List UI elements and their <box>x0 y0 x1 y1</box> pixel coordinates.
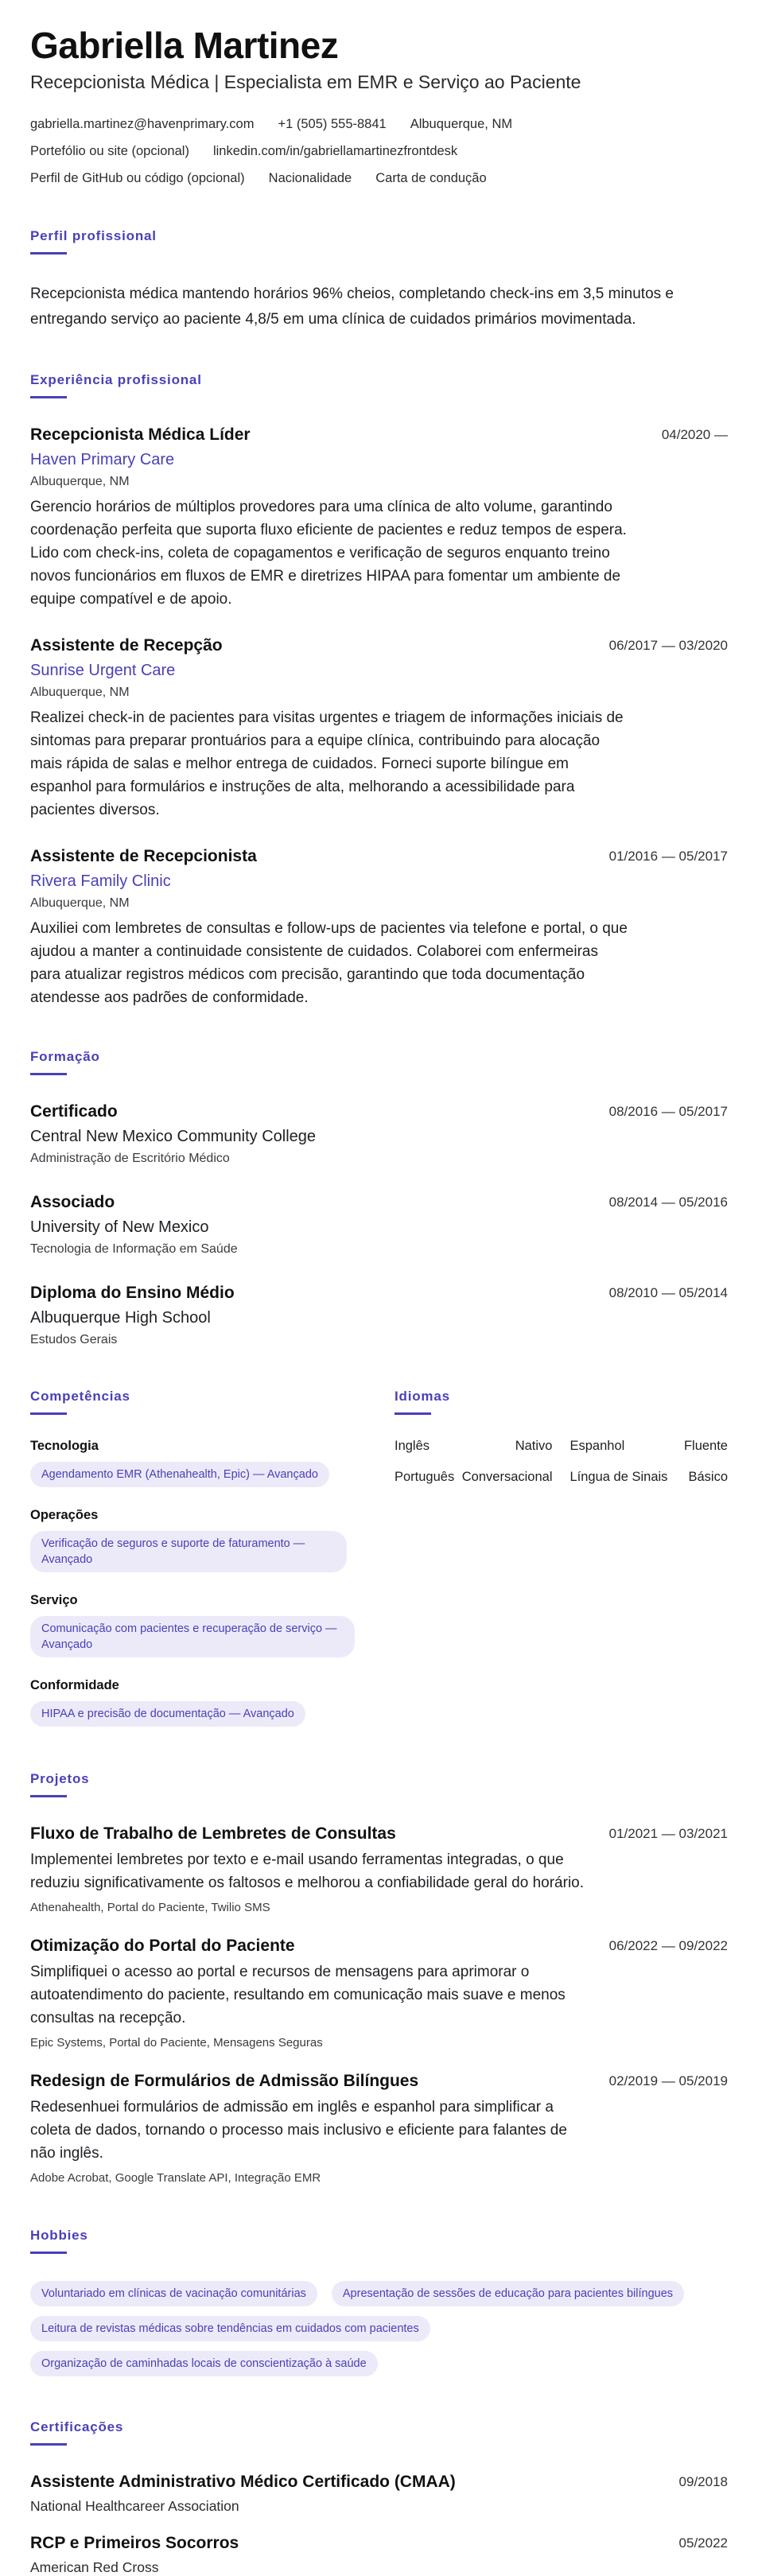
job-description: Realizei check-in de pacientes para visitas urgentes e triagem de informações iniciais de sintomas para preparar prontuários para a equipe clínica, contribuindo para alocação mais rápida de salas e melhor entrega de cuidados. Forneci suporte bilíngue em espanhol para formulários e instruções de alta, melhorando a acessibilidade para pacientes diversos. <box>30 709 624 818</box>
section-divider <box>30 1795 67 1797</box>
hobby-pill: Organização de caminhadas locais de conscientização à saúde <box>30 2351 378 2376</box>
experience-entry <box>30 847 728 1009</box>
project-entry <box>30 1937 728 2050</box>
section-title: Competências <box>30 1389 130 1404</box>
skill-pill: Verificação de seguros e suporte de faturamento — Avançado <box>30 1531 347 1572</box>
hobby-list <box>30 2271 730 2376</box>
job-location: Albuquerque, NM <box>30 686 130 699</box>
job-description: Auxiliei com lembretes de consultas e follow-ups de pacientes via telefone e portal, o que ajudou a manter a continuidade consistente de cuidados. Colaborei com enfermeiras para atualizar registros médicos com precisão, garantindo que toda documentação atendesse aos padrões de conformidade. <box>30 920 628 1006</box>
project-description: Simplifiquei o acesso ao portal e recursos de mensagens para aprimorar o autoatendimento do paciente, resultando em comunicação mais suave e menos consultas na recepção. <box>30 1964 566 2026</box>
project-name: Redesign de Formulários de Admissão Bilíngues <box>30 2072 419 2090</box>
degree-title: Diploma do Ensino Médio <box>30 1284 235 1302</box>
section-title: Projetos <box>30 1771 90 1786</box>
certification-entry <box>30 2473 728 2515</box>
section-title: Perfil profissional <box>30 228 157 243</box>
contact-block <box>30 111 728 192</box>
project-dates: 01/2021 — 03/2021 <box>608 1826 728 1841</box>
location-text: Albuquerque, NM <box>410 116 513 131</box>
contact-row <box>30 165 728 192</box>
certification-entry <box>30 2534 728 2576</box>
project-tech: Athenahealth, Portal do Paciente, Twilio SMS <box>30 1901 270 1914</box>
job-title: Assistente de Recepção <box>30 636 223 655</box>
section-divider <box>30 1412 67 1415</box>
language-name: Língua de Sinais <box>569 1470 668 1484</box>
candidate-name: Gabriella Martinez <box>30 25 339 66</box>
job-title: Recepcionista Médica Líder <box>30 425 251 444</box>
project-description: Implementei lembretes por texto e e-mail usando ferramentas integradas, o que reduziu significativamente os faltosos e melhorou a confiabilidade geral do horário. <box>30 1851 585 1891</box>
license-text: Carta de condução <box>375 170 487 185</box>
school-name: Central New Mexico Community College <box>30 1128 317 1145</box>
company-name: Rivera Family Clinic <box>30 872 171 890</box>
job-location: Albuquerque, NM <box>30 896 130 910</box>
section-title: Certificações <box>30 2419 124 2434</box>
project-dates: 02/2019 — 05/2019 <box>608 2073 728 2088</box>
portfolio-link[interactable]: Portefólio ou site (opcional) <box>30 143 189 158</box>
project-name: Otimização do Portal do Paciente <box>30 1937 295 1955</box>
experience-entry <box>30 636 728 822</box>
summary-text: Recepcionista médica mantendo horários 96% cheios, completando check-ins em 3,5 minutos e entregando serviço ao paciente 4,8/5 em uma clínica de cuidados primários movimentada. <box>30 286 674 328</box>
language-grid <box>395 1439 728 1485</box>
section-title: Formação <box>30 1049 100 1064</box>
field-of-study: Estudos Gerais <box>30 1333 118 1346</box>
skill-pill: Agendamento EMR (Athenahealth, Epic) — Avançado <box>30 1462 329 1487</box>
skill-pill: HIPAA e precisão de documentação — Avançado <box>30 1701 305 1727</box>
company-name: Sunrise Urgent Care <box>30 662 176 679</box>
hobby-pill: Voluntariado em clínicas de vacinação comunitárias <box>30 2281 317 2306</box>
certification-date: 05/2022 <box>678 2535 728 2551</box>
section-title: Idiomas <box>395 1389 450 1404</box>
job-dates: 06/2017 — 03/2020 <box>608 638 728 653</box>
education-dates: 08/2010 — 05/2014 <box>608 1285 728 1300</box>
email-link[interactable]: gabriella.martinez@havenprimary.com <box>30 116 255 131</box>
job-title: Assistente de Recepcionista <box>30 847 257 865</box>
github-link[interactable]: Perfil de GitHub ou código (opcional) <box>30 170 245 185</box>
education-dates: 08/2016 — 05/2017 <box>608 1104 728 1119</box>
education-section <box>30 1049 728 1347</box>
skill-group <box>30 1508 395 1572</box>
language-item <box>395 1439 553 1454</box>
headline: Recepcionista Médica | Especialista em EMR e Serviço ao Paciente <box>30 72 581 92</box>
degree-title: Certificado <box>30 1102 118 1121</box>
contact-row <box>30 111 728 138</box>
skill-group <box>30 1678 395 1727</box>
summary-section <box>30 228 728 332</box>
project-tech: Adobe Acrobat, Google Translate API, Integração EMR <box>30 2171 321 2185</box>
field-of-study: Tecnologia de Informação em Saúde <box>30 1242 238 1256</box>
section-divider <box>30 396 67 398</box>
education-entry <box>30 1193 728 1257</box>
language-item <box>570 1470 729 1485</box>
language-level: Conversacional <box>461 1470 553 1484</box>
certification-date: 09/2018 <box>678 2474 728 2489</box>
education-entry <box>30 1284 728 1347</box>
project-entry <box>30 2072 728 2185</box>
experience-entry <box>30 425 728 611</box>
skill-group <box>30 1593 395 1657</box>
education-dates: 08/2014 — 05/2016 <box>608 1195 728 1210</box>
certification-issuer: American Red Cross <box>30 2559 159 2575</box>
project-tech: Epic Systems, Portal do Paciente, Mensagens Seguras <box>30 2036 323 2050</box>
skills-section <box>30 1389 395 1727</box>
education-entry <box>30 1102 728 1166</box>
certification-name: RCP e Primeiros Socorros <box>30 2534 239 2552</box>
skill-category: Operações <box>30 1508 99 1522</box>
job-location: Albuquerque, NM <box>30 475 130 488</box>
section-divider <box>30 1073 67 1075</box>
degree-title: Associado <box>30 1193 115 1211</box>
company-name: Haven Primary Care <box>30 451 175 468</box>
language-name: Espanhol <box>569 1439 625 1453</box>
section-title: Experiência profissional <box>30 372 202 387</box>
skill-category: Serviço <box>30 1593 78 1607</box>
school-name: University of New Mexico <box>30 1218 209 1236</box>
language-level: Nativo <box>515 1439 553 1453</box>
project-entry <box>30 1824 728 1914</box>
job-dates: 04/2020 — <box>661 427 728 442</box>
job-dates: 01/2016 — 05/2017 <box>608 849 728 864</box>
section-divider <box>395 1412 431 1415</box>
certification-name: Assistente Administrativo Médico Certificado (CMAA) <box>30 2473 456 2491</box>
nationality-text: Nacionalidade <box>268 170 352 185</box>
skills-languages-row <box>30 1389 728 1727</box>
language-item <box>395 1470 553 1485</box>
projects-section <box>30 1771 728 2185</box>
project-dates: 06/2022 — 09/2022 <box>608 1938 728 1953</box>
language-name: Inglês <box>395 1439 430 1453</box>
language-level: Fluente <box>683 1439 728 1453</box>
project-description: Redesenhuei formulários de admissão em inglês e espanhol para simplificar a coleta de dados, tornando o processo mais inclusivo e eficiente para falantes de não inglês. <box>30 2099 567 2162</box>
skill-group <box>30 1439 395 1487</box>
skill-category: Tecnologia <box>30 1439 99 1453</box>
language-name: Português <box>395 1470 455 1484</box>
experience-section <box>30 372 728 1009</box>
certifications-section <box>30 2419 728 2576</box>
school-name: Albuquerque High School <box>30 1309 211 1327</box>
linkedin-link[interactable]: linkedin.com/in/gabriellamartinezfrontdesk <box>212 143 458 158</box>
phone-text: +1 (505) 555-8841 <box>278 116 387 131</box>
languages-section <box>395 1389 728 1727</box>
section-divider <box>30 2252 67 2254</box>
contact-row <box>30 138 728 165</box>
hobbies-section <box>30 2228 728 2376</box>
field-of-study: Administração de Escritório Médico <box>30 1152 230 1165</box>
skill-pill: Comunicação com pacientes e recuperação de serviço — Avançado <box>30 1616 355 1657</box>
language-level: Básico <box>688 1470 728 1484</box>
section-title: Hobbies <box>30 2228 88 2243</box>
section-divider <box>30 2443 67 2446</box>
certification-issuer: National Healthcareer Association <box>30 2498 239 2514</box>
project-name: Fluxo de Trabalho de Lembretes de Consultas <box>30 1824 396 1843</box>
section-divider <box>30 252 67 254</box>
job-description: Gerencio horários de múltiplos provedores para uma clínica de alto volume, garantindo coordenação perfeita que suporta fluxo eficiente de pacientes e reduz tempos de espera. Lido com check-ins, coleta de copagamentos e verificação de seguros enquanto treino novos funcionários em fluxos de EMR e diretrizes HIPAA para fomentar um ambiente de equipe compatível e de apoio. <box>30 499 627 608</box>
hobby-pill: Apresentação de sessões de educação para pacientes bilíngues <box>332 2281 684 2306</box>
language-item <box>570 1439 729 1454</box>
hobby-pill: Leitura de revistas médicas sobre tendências em cuidados com pacientes <box>30 2316 430 2341</box>
skill-category: Conformidade <box>30 1678 119 1692</box>
